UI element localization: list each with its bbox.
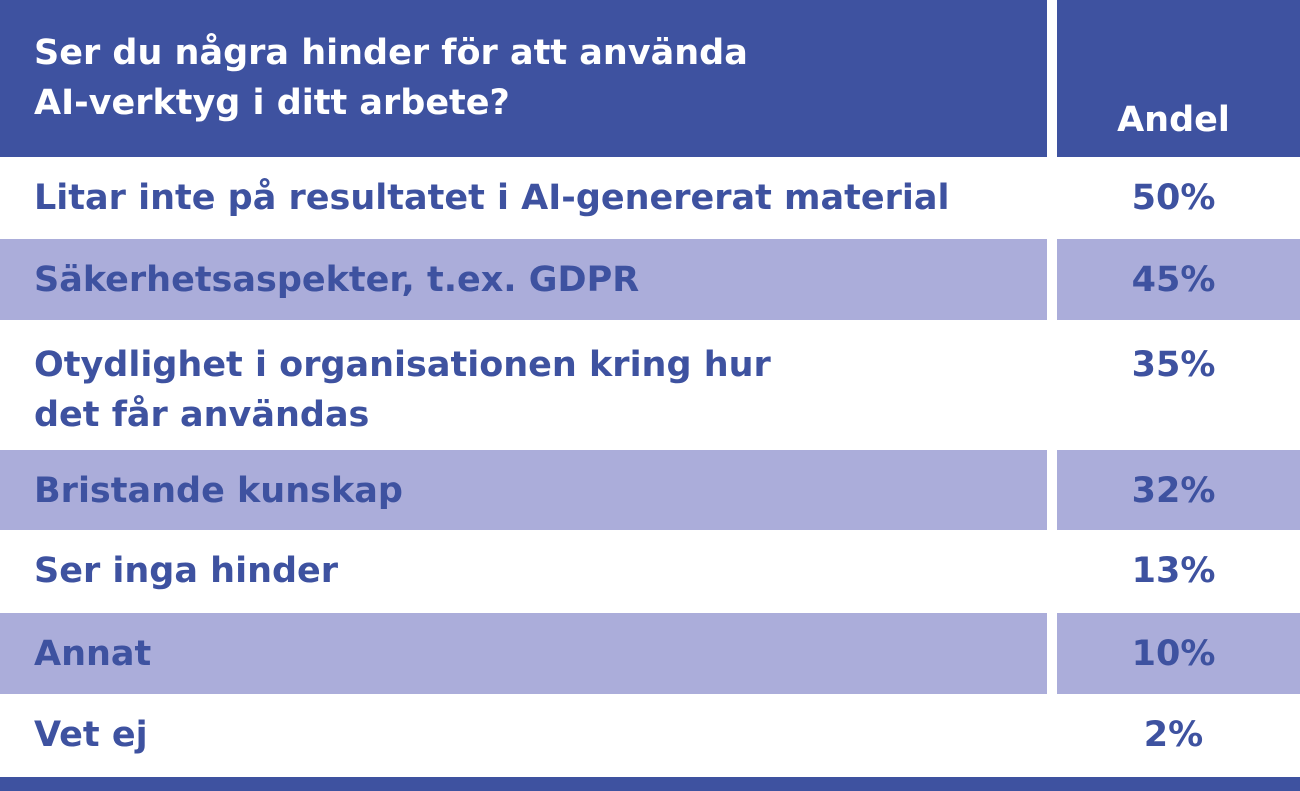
row-value-cell <box>1057 613 1300 694</box>
row-label-cell <box>0 530 1047 613</box>
row-label: Vet ej <box>34 715 148 755</box>
header-share-cell <box>1057 0 1300 157</box>
table-row <box>0 450 1300 530</box>
header-question-line-2: AI-verktyg i ditt arbete? <box>34 83 510 123</box>
header-share-label: Andel <box>1117 100 1230 140</box>
row-label: Annat <box>34 634 152 674</box>
row-label-cell <box>0 320 1047 450</box>
row-value-cell <box>1057 239 1300 320</box>
row-value: 50% <box>1131 178 1216 218</box>
table-row <box>0 613 1300 694</box>
row-label: Bristande kunskap <box>34 471 403 511</box>
row-label-cell <box>0 239 1047 320</box>
row-label-cell <box>0 157 1047 239</box>
table-row <box>0 320 1300 450</box>
table-row <box>0 694 1300 777</box>
header-question-line-1: Ser du några hinder för att använda <box>34 33 748 73</box>
row-value-cell <box>1057 694 1300 777</box>
row-label-cell <box>0 613 1047 694</box>
row-label-line-2: det får användas <box>34 395 370 435</box>
row-value: 10% <box>1131 634 1216 674</box>
header-question-cell <box>0 0 1047 157</box>
row-label: Litar inte på resultatet i AI-genererat material <box>34 178 950 218</box>
row-value: 32% <box>1131 471 1216 511</box>
bottom-rule <box>0 777 1300 791</box>
row-value-cell <box>1057 530 1300 613</box>
row-label-cell <box>0 694 1047 777</box>
table-row <box>0 157 1300 239</box>
row-value: 35% <box>1131 345 1216 385</box>
row-label: Otydlighet i organisationen kring hur <box>34 345 771 385</box>
row-label-cell <box>0 450 1047 530</box>
table-row <box>0 530 1300 613</box>
row-label: Säkerhetsaspekter, t.ex. GDPR <box>34 260 640 300</box>
row-value-cell <box>1057 320 1300 450</box>
row-value: 2% <box>1143 715 1204 755</box>
row-value-cell <box>1057 157 1300 239</box>
table-row <box>0 239 1300 320</box>
row-value-cell <box>1057 450 1300 530</box>
row-label: Ser inga hinder <box>34 551 339 591</box>
row-value: 45% <box>1131 260 1216 300</box>
table-header <box>0 0 1300 157</box>
row-value: 13% <box>1131 551 1216 591</box>
